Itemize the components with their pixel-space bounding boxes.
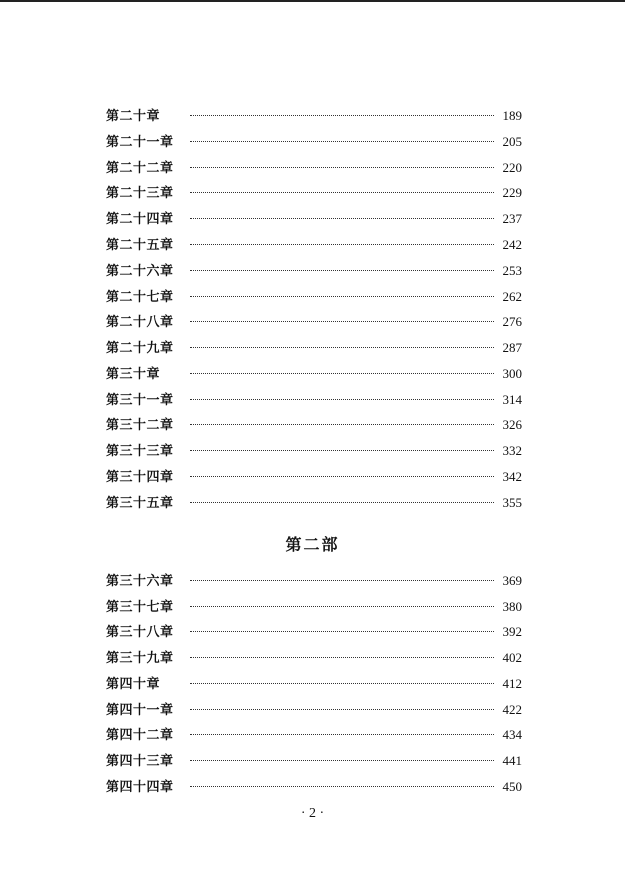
toc-entry[interactable]: [106, 648, 522, 668]
chapter-page-number: 342: [502, 469, 522, 484]
chapter-page-number: 326: [502, 417, 522, 432]
leader-dots: [190, 321, 494, 322]
leader-dots: [190, 270, 494, 271]
chapter-page-number: 332: [502, 443, 522, 458]
toc-entry[interactable]: [106, 571, 522, 591]
chapter-page-number: 441: [502, 753, 522, 768]
chapter-title: 第四十章: [106, 677, 161, 692]
toc-entry[interactable]: [106, 597, 522, 617]
chapter-page-number: 355: [502, 495, 522, 510]
chapter-title: 第二十一章: [106, 135, 174, 150]
chapter-page-number: 276: [502, 314, 522, 329]
chapter-title: 第二十九章: [106, 341, 174, 356]
leader-dots: [190, 115, 494, 116]
chapter-title: 第三十章: [106, 367, 161, 382]
chapter-title: 第二十八章: [106, 315, 174, 330]
leader-dots: [190, 424, 494, 425]
chapter-page-number: 300: [502, 366, 522, 381]
chapter-title: 第三十五章: [106, 496, 174, 511]
chapter-title: 第四十四章: [106, 780, 174, 795]
chapter-page-number: 237: [502, 211, 522, 226]
toc-entry[interactable]: [106, 132, 522, 152]
chapter-page-number: 369: [502, 573, 522, 588]
chapter-page-number: 422: [502, 702, 522, 717]
chapter-page-number: 434: [502, 727, 522, 742]
leader-dots: [190, 734, 494, 735]
chapter-title: 第三十三章: [106, 444, 174, 459]
chapter-page-number: 287: [502, 340, 522, 355]
leader-dots: [190, 399, 494, 400]
chapter-page-number: 253: [502, 263, 522, 278]
toc-entry[interactable]: [106, 261, 522, 281]
toc-entry[interactable]: [106, 415, 522, 435]
leader-dots: [190, 786, 494, 787]
leader-dots: [190, 296, 494, 297]
leader-dots: [190, 347, 494, 348]
chapter-title: 第二十六章: [106, 264, 174, 279]
chapter-title: 第三十一章: [106, 393, 174, 408]
toc-entry[interactable]: [106, 751, 522, 771]
chapter-page-number: 205: [502, 134, 522, 149]
chapter-title: 第二十五章: [106, 238, 174, 253]
part-two-heading: 第二部: [285, 535, 340, 554]
chapter-title: 第三十八章: [106, 625, 174, 640]
chapter-title: 第二十七章: [106, 290, 174, 305]
chapter-page-number: 242: [502, 237, 522, 252]
leader-dots: [190, 760, 494, 761]
toc-entry[interactable]: [106, 364, 522, 384]
leader-dots: [190, 476, 494, 477]
leader-dots: [190, 683, 494, 684]
chapter-title: 第二十四章: [106, 212, 174, 227]
toc-entry[interactable]: [106, 183, 522, 203]
leader-dots: [190, 244, 494, 245]
toc-entry[interactable]: [106, 235, 522, 255]
leader-dots: [190, 580, 494, 581]
leader-dots: [190, 657, 494, 658]
chapter-page-number: 229: [502, 185, 522, 200]
toc-entry[interactable]: [106, 441, 522, 461]
chapter-page-number: 380: [502, 599, 522, 614]
page-number-footer: · 2 ·: [300, 806, 325, 821]
toc-entry[interactable]: [106, 700, 522, 720]
leader-dots: [190, 450, 494, 451]
toc-entry[interactable]: [106, 725, 522, 745]
chapter-page-number: 450: [502, 779, 522, 794]
chapter-page-number: 220: [502, 160, 522, 175]
toc-entry[interactable]: [106, 674, 522, 694]
toc-entry[interactable]: [106, 106, 522, 126]
leader-dots: [190, 141, 494, 142]
toc-entry[interactable]: [106, 158, 522, 178]
leader-dots: [190, 373, 494, 374]
chapter-page-number: 189: [502, 108, 522, 123]
chapter-page-number: 314: [502, 392, 522, 407]
toc-entry[interactable]: [106, 312, 522, 332]
chapter-title: 第三十二章: [106, 418, 174, 433]
toc-entry[interactable]: [106, 622, 522, 642]
leader-dots: [190, 631, 494, 632]
chapter-page-number: 402: [502, 650, 522, 665]
chapter-page-number: 262: [502, 289, 522, 304]
toc-entry[interactable]: [106, 338, 522, 358]
leader-dots: [190, 167, 494, 168]
chapter-title: 第二十三章: [106, 186, 174, 201]
toc-entry[interactable]: [106, 287, 522, 307]
chapter-title: 第三十九章: [106, 651, 174, 666]
leader-dots: [190, 218, 494, 219]
leader-dots: [190, 709, 494, 710]
chapter-page-number: 412: [502, 676, 522, 691]
toc-entry[interactable]: [106, 467, 522, 487]
toc-entry[interactable]: [106, 209, 522, 229]
chapter-title: 第二十章: [106, 109, 161, 124]
toc-entry[interactable]: [106, 390, 522, 410]
top-border-rule: [0, 0, 625, 2]
leader-dots: [190, 192, 494, 193]
chapter-title: 第二十二章: [106, 161, 174, 176]
chapter-title: 第三十七章: [106, 600, 174, 615]
leader-dots: [190, 502, 494, 503]
chapter-title: 第四十三章: [106, 754, 174, 769]
chapter-title: 第三十四章: [106, 470, 174, 485]
chapter-title: 第四十二章: [106, 728, 174, 743]
toc-entry[interactable]: [106, 493, 522, 513]
chapter-page-number: 392: [502, 624, 522, 639]
leader-dots: [190, 606, 494, 607]
chapter-title: 第三十六章: [106, 574, 174, 589]
chapter-title: 第四十一章: [106, 703, 174, 718]
toc-entry[interactable]: [106, 777, 522, 797]
